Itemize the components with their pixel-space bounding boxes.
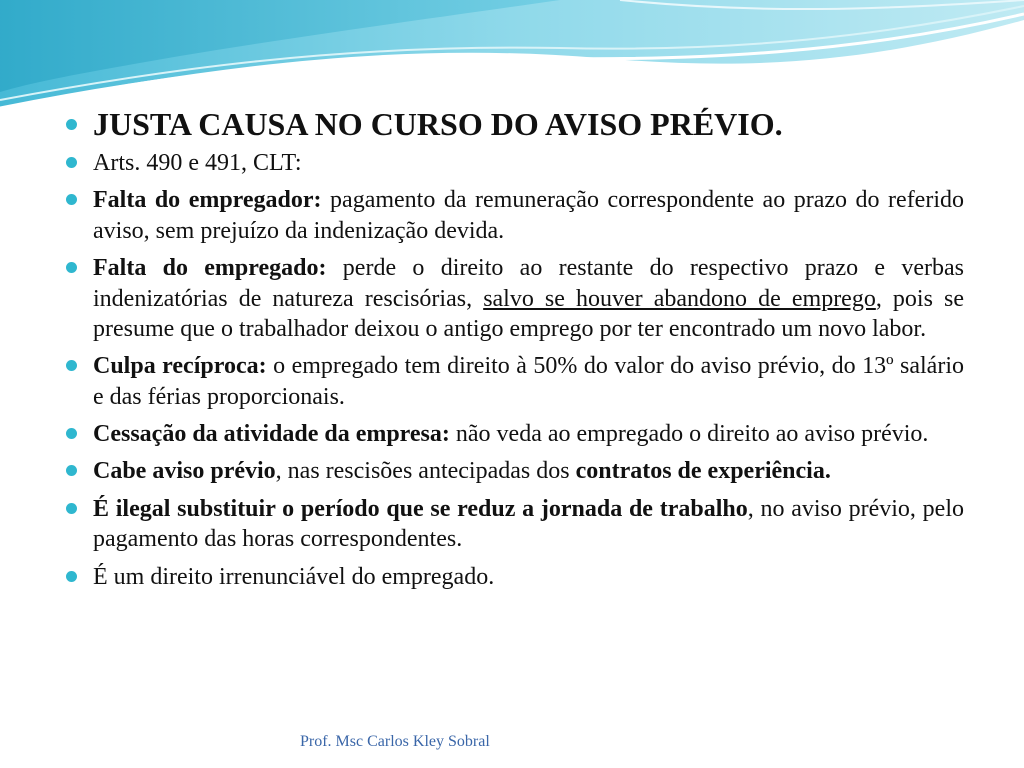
ilegal-label: É ilegal substituir o período que se reduz a jornada de trabalho xyxy=(93,495,748,522)
bullet-dot-icon xyxy=(66,503,77,514)
title-text: JUSTA CAUSA NO CURSO DO AVISO PRÉVIO. xyxy=(93,106,783,142)
list-item xyxy=(66,456,964,487)
cessacao-text: não veda ao empregado o direito ao aviso prévio. xyxy=(449,421,929,448)
contratos-experiencia-label: contratos de experiência. xyxy=(575,458,831,485)
cessacao-label: Cessação da atividade da empresa: xyxy=(93,421,450,448)
list-item xyxy=(66,562,964,593)
bullet-dot-icon xyxy=(66,571,77,582)
footer-author: Prof. Msc Carlos Kley Sobral xyxy=(300,733,490,750)
culpa-reciproca-text: o empregado tem direito à 50% do valor do aviso prévio, do 13º salário e das férias proporcionais. xyxy=(93,353,964,410)
culpa-reciproca-label: Culpa recíproca: xyxy=(93,353,267,380)
bullet-dot-icon xyxy=(66,194,77,205)
ilegal-text: , no aviso prévio, pelo pagamento das horas correspondentes. xyxy=(93,495,964,553)
slide-title xyxy=(66,104,964,144)
bullet-dot-icon xyxy=(66,428,77,439)
abandono-underlined-text: salvo se houver abandono de emprego xyxy=(483,285,876,312)
header-wave-decoration xyxy=(0,0,1024,120)
falta-empregado-text-after: , pois se presume que o trabalhador deixou o antigo emprego por ter encontrado um novo labor. xyxy=(93,285,965,343)
bullet-dot-icon xyxy=(66,157,77,168)
arts-text: Arts. 490 e 491, CLT: xyxy=(93,150,302,176)
falta-empregador-label: Falta do empregador: xyxy=(93,187,322,214)
bullet-dot-icon xyxy=(66,360,77,371)
irrenunciavel-text: É um direito irrenunciável do empregado. xyxy=(93,563,495,590)
list-item xyxy=(66,494,964,555)
list-item xyxy=(66,419,964,450)
list-item xyxy=(66,253,964,345)
list-item xyxy=(66,351,964,412)
falta-empregado-text: perde o direito ao restante do respectivo prazo e verbas indenizatórias de natureza rescisórias, xyxy=(93,255,965,312)
list-item xyxy=(66,148,964,179)
bullet-dot-icon xyxy=(66,262,77,273)
cabe-aviso-text: , nas rescisões antecipadas dos xyxy=(275,458,576,485)
list-item xyxy=(66,185,964,246)
bullet-dot-icon xyxy=(66,119,77,130)
falta-empregado-label: Falta do empregado: xyxy=(93,255,327,282)
cabe-aviso-label: Cabe aviso prévio xyxy=(93,458,276,485)
bullet-dot-icon xyxy=(66,465,77,476)
bullet-list xyxy=(66,104,964,599)
falta-empregador-text: pagamento da remuneração correspondente ao prazo do referido aviso, sem prejuízo da indenização devida. xyxy=(93,187,964,244)
